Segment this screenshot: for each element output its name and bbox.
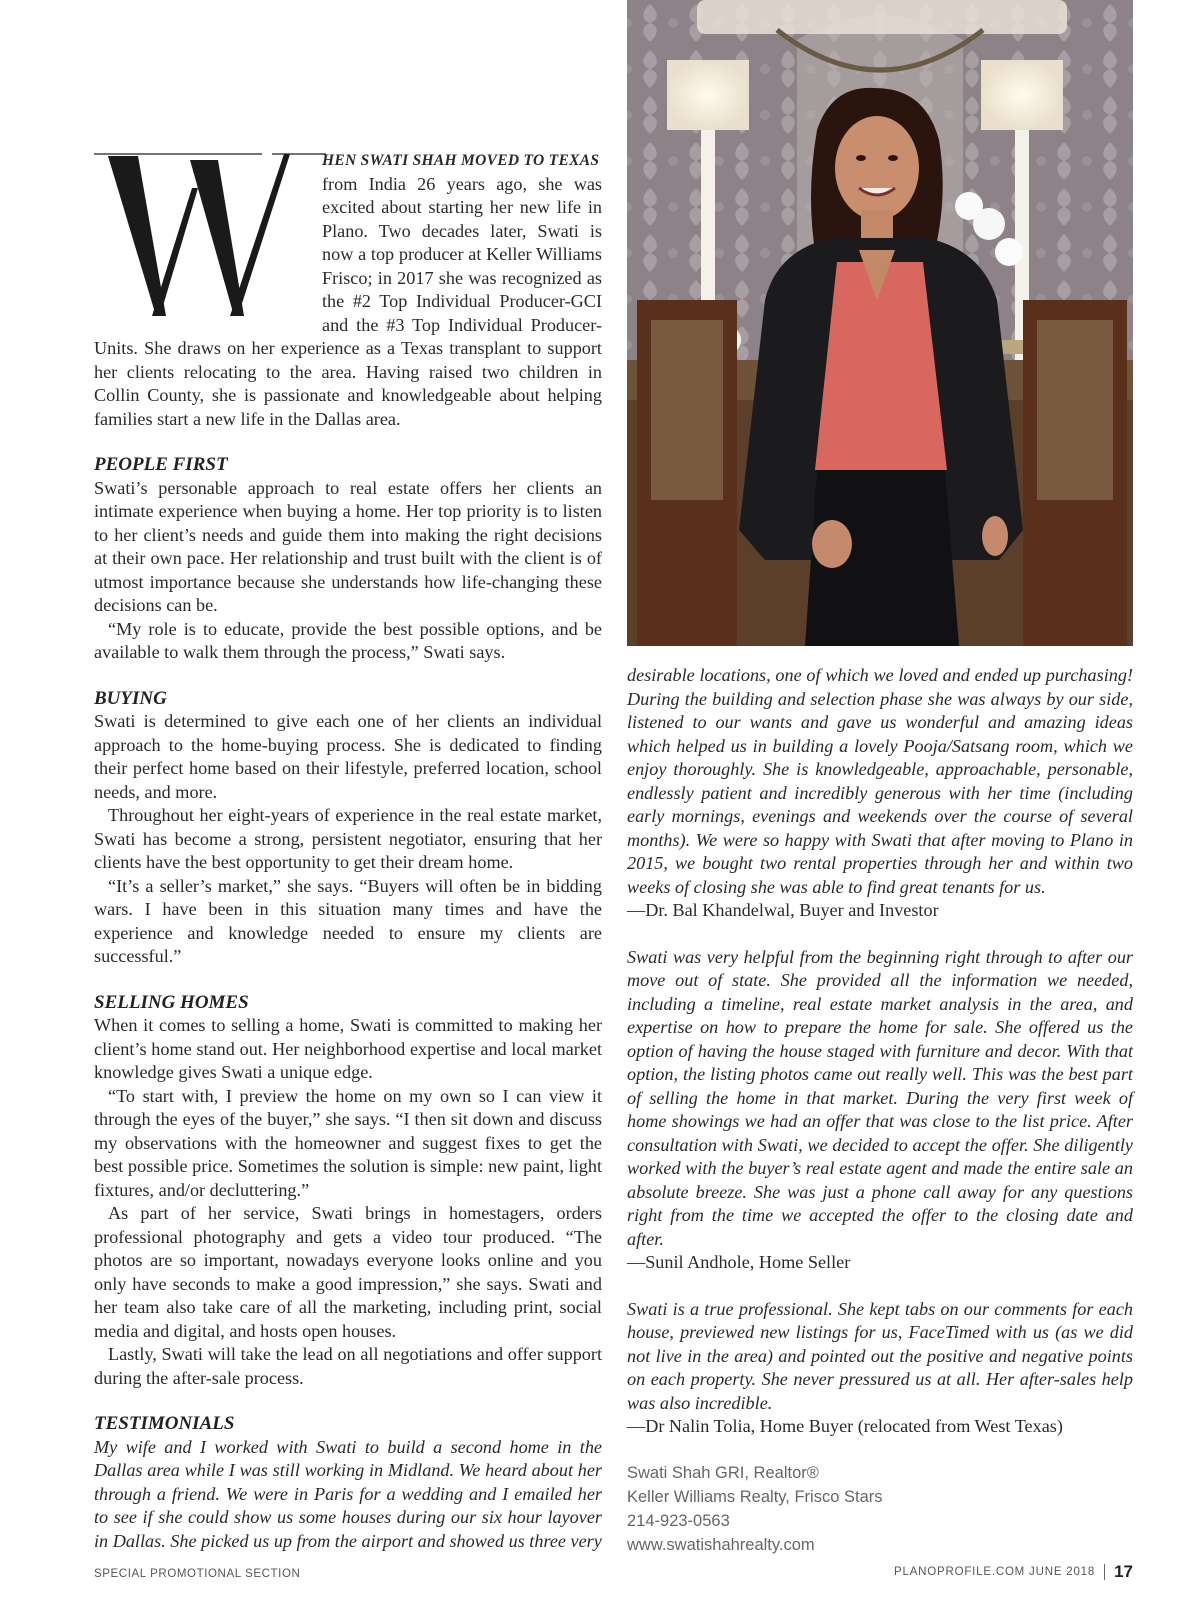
section-heading-testimonials: TESTIMONIALS [94, 1413, 235, 1434]
paragraph: Swati is determined to give each one of her clients an individual approach to the home-buying process. She is dedicated to finding their perfect home based on their lifestyle, preferred location, school needs, and more. [94, 711, 602, 802]
portrait-illustration [627, 0, 1133, 646]
paragraph: “It’s a seller’s market,” she says. “Buyers will often be in bidding wars. I have been in this situation many times and have the experience and knowledge needed to ensure my clients are successful.” [94, 875, 602, 966]
footer-section-label: SPECIAL PROMOTIONAL SECTION [94, 1568, 301, 1580]
paragraph: As part of her service, Swati brings in homestagers, orders professional photography and gets a video tour produced. “The photos are so important, nowadays everyone looks online and you only have seconds to make a good impression,” she says. Swati and her team also take care of all the marketing, including print, social media and digital, and hosts open houses. [94, 1203, 602, 1341]
testimonial-2-attribution: —Sunil Andhole, Home Seller [627, 1252, 851, 1272]
paragraph: Throughout her eight-years of experience in the real estate market, Swati has become a strong, persistent negotiator, ensuring that her clients have the best opportunity to get their dream home. [94, 805, 602, 872]
paragraph: Swati’s personable approach to real estate offers her clients an intimate experience when buying a home. Her top priority is to listen to her client’s needs and guide them into making the right decisions at their own pace. Her relationship and trust built with the client is of utmost importance because she understands how life-changing these decisions can be. [94, 477, 602, 615]
contact-phone[interactable]: 214-923-0563 [627, 1511, 730, 1530]
testimonial-1-part-a: My wife and I worked with Swati to build a second home in the Dallas area while I was still working in Midland. We heard about her through a friend. We were in Paris for a wedding and I emailed her to see if she could show us some houses during our six hour layover in Dallas. She picked us up from the airport and showed us three very [94, 1436, 602, 1551]
portrait-photo [627, 0, 1133, 646]
paragraph: Lastly, Swati will take the lead on all negotiations and offer support during the after-sale process. [94, 1344, 602, 1388]
contact-name: Swati Shah GRI, Realtor® [627, 1463, 819, 1482]
footer-divider [1104, 1564, 1105, 1580]
contact-website[interactable]: www.swatishahrealty.com [627, 1535, 815, 1554]
testimonial-3: Swati is a true professional. She kept tabs on our comments for each house, previewed new listings for us, FaceTimed with us (as we did not live in the area) and pointed out the positive and negative points on each property. She never pressured us at all. Her after-sales help was also incredible. [627, 1298, 1133, 1413]
intro-text: from India 26 years ago, she was excited about starting her new life in Plano. Two decades later, Swati is now a top producer at Keller Williams Frisco; in 2017 she was recognized as the #2 Top Individual Producer-GCI and the #3 Top Individual Producer-Units. She draws on her experience as a Texas transplant to support her clients relocating to the area. Having raised two children in Collin County, she is passionate and knowledgeable about helping families start a new life in the Dallas area. [94, 173, 602, 429]
section-heading-people-first: PEOPLE FIRST [94, 454, 228, 475]
footer-publication [894, 1562, 1133, 1582]
testimonial-1-attribution: —Dr. Bal Khandelwal, Buyer and Investor [627, 900, 939, 920]
testimonial-2: Swati was very helpful from the beginning right through to after our move out of state. She provided all the information we needed, including a timeline, real estate market analysis in the area, and expertise on how to prepare the home for sale. She offered us the option of having the house staged with furniture and decor. With that option, the listing photos came out really well. This was the best part of selling the home in that market. During the very first week of home showings we had an offer that was close to the list price. After consultation with Swati, we decided to accept the offer. She diligently worked with the buyer’s real estate agent and made the entire sale an absolute breeze. She was just a phone call away for any questions right from the time we accepted the offer to the closing date and after. [627, 946, 1133, 1249]
paragraph: “My role is to educate, provide the best possible options, and be available to walk them through the process,” Swati says. [94, 618, 602, 662]
spacer [627, 923, 1133, 946]
drop-cap [94, 148, 314, 336]
article-left-column [94, 128, 602, 1553]
testimonial-3-attribution: —Dr Nalin Tolia, Home Buyer (relocated from West Texas) [627, 1416, 1063, 1436]
article-right-column [627, 664, 1133, 1557]
spacer [627, 1275, 1133, 1298]
article-intro [94, 148, 602, 431]
paragraph: When it comes to selling a home, Swati is committed to making her client’s home stand out. Her neighborhood expertise and local market knowledge gives Swati a unique edge. [94, 1015, 602, 1082]
testimonial-1-part-b: desirable locations, one of which we loved and ended up purchasing! During the building and selection phase she was always by our side, listened to our wants and gave us wonderful and amazing ideas which helped us in building a lovely Pooja/Satsang room, which we enjoy thoroughly. She is knowledgeable, approachable, personable, endlessly patient and incredibly generous with her time (including early mornings, evenings and weekends over the course of several months). We were so happy with Swati that after moving to Plano in 2015, we bought two rental properties through her and within two weeks of closing she was able to find great tenants for us. [627, 665, 1133, 897]
drop-cap-w-glyph [94, 148, 334, 338]
section-heading-buying: BUYING [94, 687, 167, 709]
section-heading-selling-homes: SELLING HOMES [94, 991, 249, 1013]
lead-in: HEN SWATI SHAH MOVED TO TEXAS [322, 152, 600, 169]
contact-company: Keller Williams Realty, Frisco Stars [627, 1487, 883, 1506]
page-number: 17 [1114, 1562, 1133, 1581]
contact-block [627, 1461, 1133, 1557]
footer-publication-text: PLANOPROFILE.COM JUNE 2018 [894, 1566, 1096, 1578]
paragraph: “To start with, I preview the home on my own so I can view it through the eyes of the buyer,” she says. “I then sit down and discuss my observations with the homeowner and suggest fixes to get the best possible price. Sometimes the solution is simple: new paint, light fixtures, and/or decluttering.” [94, 1085, 602, 1200]
